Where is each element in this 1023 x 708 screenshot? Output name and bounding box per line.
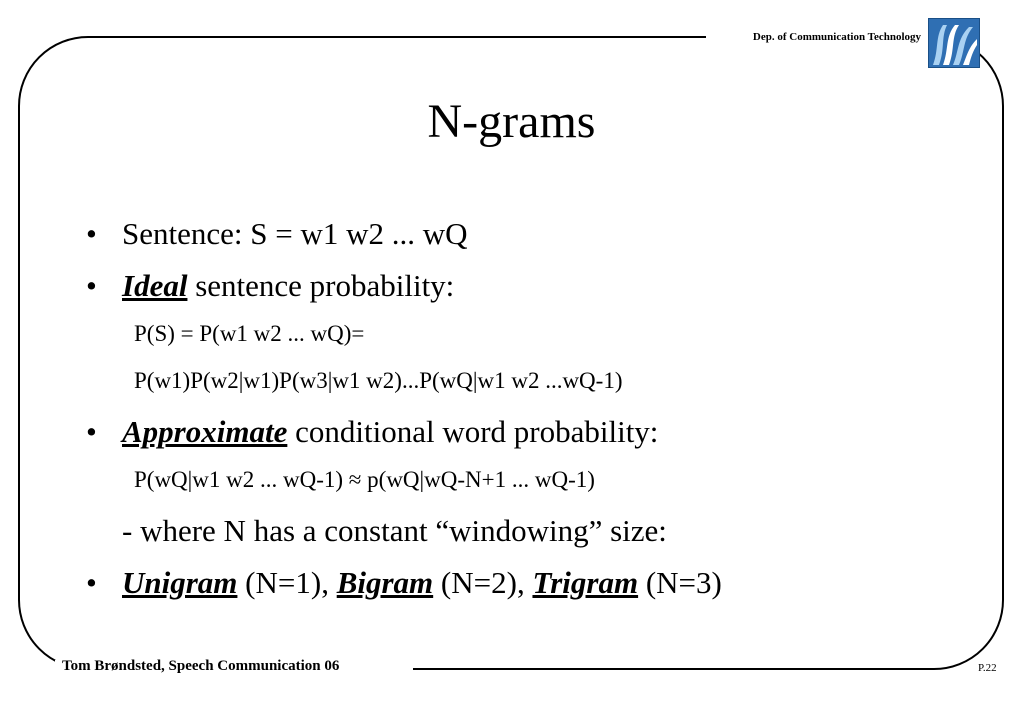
unigram-emphasis: Unigram	[122, 565, 238, 600]
slide-title: N-grams	[427, 95, 596, 148]
ideal-emphasis: Ideal	[122, 268, 188, 303]
bullet-sentence	[84, 210, 984, 262]
trigram-emphasis: Trigram	[532, 565, 639, 600]
waves-logo-icon	[928, 18, 980, 68]
bullet-marker: •	[86, 268, 97, 303]
bullet-marker: •	[86, 414, 97, 449]
approximate-text: conditional word probability:	[287, 414, 659, 449]
bullet-ideal	[84, 262, 984, 314]
sentence-text: Sentence: S = w1 w2 ... wQ	[122, 216, 468, 251]
bullet-approximate	[84, 408, 984, 460]
bullet-marker: •	[86, 216, 97, 251]
slide-content	[84, 210, 984, 611]
page-number: P.22	[978, 662, 997, 674]
bigram-text: (N=2),	[433, 565, 533, 600]
bullet-ngram-types	[84, 559, 984, 611]
formula-approx: P(wQ|w1 w2 ... wQ-1) ≈ p(wQ|wQ-N+1 ... wQ-1)	[134, 467, 595, 492]
bullet-marker: •	[86, 565, 97, 600]
formula-chain: P(w1)P(w2|w1)P(w3|w1 w2)...P(wQ|w1 w2 ...wQ-1)	[134, 368, 623, 393]
trigram-text: (N=3)	[638, 565, 722, 600]
department-label: Dep. of Communication Technology	[752, 31, 921, 43]
formula-ps: P(S) = P(w1 w2 ... wQ)=	[134, 321, 365, 346]
windowing-note: - where N has a constant “windowing” size:	[122, 513, 667, 548]
bigram-emphasis: Bigram	[336, 565, 434, 600]
ideal-text: sentence probability:	[187, 268, 455, 303]
approximate-emphasis: Approximate	[122, 414, 288, 449]
unigram-text: (N=1),	[237, 565, 337, 600]
footer-author: Tom Brøndsted, Speech Communication 06	[62, 658, 340, 674]
